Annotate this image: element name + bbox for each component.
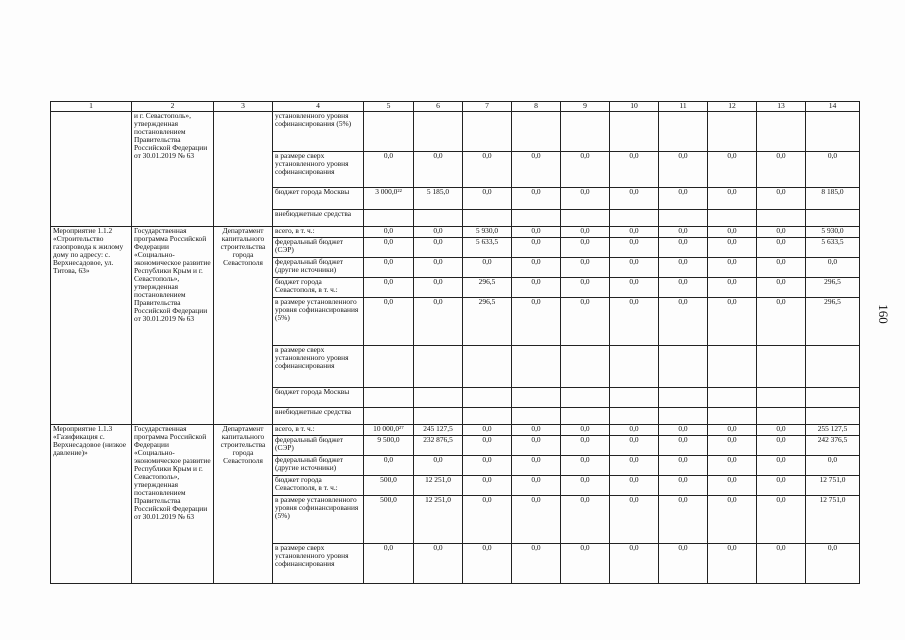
funding-value: 0,0: [610, 278, 659, 298]
funding-source-label: федеральный бюджет (другие источники): [273, 258, 364, 278]
funding-value: 0,0: [708, 425, 757, 436]
funding-value: [708, 346, 757, 388]
funding-value: 0,0: [463, 456, 512, 476]
funding-value: 0,0: [561, 258, 610, 278]
executor-name: [214, 112, 273, 227]
funding-value: 0,0: [414, 152, 463, 188]
column-number: 8: [512, 102, 561, 112]
funding-value: [463, 408, 512, 425]
funding-value: [806, 408, 860, 425]
funding-value: [610, 346, 659, 388]
funding-value: [414, 408, 463, 425]
funding-value: 0,0: [610, 544, 659, 584]
funding-value: 0,0: [757, 298, 806, 346]
funding-value: [806, 210, 860, 227]
funding-value: 0,0: [561, 456, 610, 476]
column-number-row: [51, 102, 860, 112]
funding-value: 8 185,0: [806, 188, 860, 210]
funding-source-label: установленного уровня софинансирования (5%): [273, 112, 364, 152]
funding-value: 0,0: [512, 227, 561, 238]
funding-value: 0,0: [806, 456, 860, 476]
funding-value: 0,0: [659, 258, 708, 278]
funding-value: 0,0: [414, 298, 463, 346]
funding-value: 0,0: [364, 298, 414, 346]
funding-value: 0,0: [364, 258, 414, 278]
funding-value: 10 000,0²⁷: [364, 425, 414, 436]
column-number: 14: [806, 102, 860, 112]
funding-value: 5 930,0: [806, 227, 860, 238]
funding-value: 0,0: [561, 496, 610, 544]
funding-value: [757, 388, 806, 408]
funding-value: 0,0: [414, 456, 463, 476]
funding-value: 0,0: [757, 496, 806, 544]
funding-value: 0,0: [512, 476, 561, 496]
funding-value: 0,0: [708, 278, 757, 298]
funding-value: 12 751,0: [806, 476, 860, 496]
funding-value: 0,0: [561, 278, 610, 298]
funding-value: 0,0: [708, 544, 757, 584]
funding-value: 0,0: [561, 238, 610, 258]
funding-value: 12 751,0: [806, 496, 860, 544]
funding-value: 0,0: [512, 456, 561, 476]
funding-source-label: федеральный бюджет (СЭР): [273, 238, 364, 258]
column-number: 11: [659, 102, 708, 112]
funding-value: [806, 388, 860, 408]
funding-value: 500,0: [364, 476, 414, 496]
funding-source-label: федеральный бюджет (СЭР): [273, 436, 364, 456]
funding-value: 5 633,5: [806, 238, 860, 258]
funding-value: 0,0: [659, 278, 708, 298]
funding-value: 0,0: [463, 544, 512, 584]
funding-value: 0,0: [561, 152, 610, 188]
funding-source-label: в размере сверх установленного уровня софинансирования: [273, 346, 364, 388]
funding-value: [806, 346, 860, 388]
funding-value: 0,0: [512, 496, 561, 544]
funding-value: [561, 388, 610, 408]
funding-value: [757, 346, 806, 388]
funding-value: [414, 210, 463, 227]
funding-value: 0,0: [757, 456, 806, 476]
funding-value: 0,0: [757, 238, 806, 258]
funding-source-label: бюджет города Севастополя, в т. ч.:: [273, 476, 364, 496]
funding-value: 0,0: [414, 278, 463, 298]
program-name: Государственная программа Российской Федерации «Социально-экономическое развитие Республики Крым и г. Севастополь», утвержденная постановлением Правительства Российской Федерации от 30.01.2019 № 63: [132, 227, 214, 425]
funding-source-label: бюджет города Москвы: [273, 188, 364, 210]
funding-value: 0,0: [463, 436, 512, 456]
funding-value: 0,0: [757, 544, 806, 584]
table-row: [51, 227, 860, 238]
funding-value: [414, 388, 463, 408]
funding-value: [659, 346, 708, 388]
funding-value: 0,0: [659, 425, 708, 436]
funding-value: 0,0: [463, 425, 512, 436]
funding-source-label: в размере установленного уровня софинансирования (5%): [273, 496, 364, 544]
funding-value: 0,0: [512, 188, 561, 210]
funding-value: 5 185,0: [414, 188, 463, 210]
funding-value: [561, 346, 610, 388]
funding-value: 0,0: [708, 476, 757, 496]
funding-source-label: всего, в т. ч.:: [273, 227, 364, 238]
funding-value: 0,0: [463, 496, 512, 544]
funding-value: 0,0: [610, 456, 659, 476]
column-number: 1: [51, 102, 132, 112]
funding-value: 0,0: [757, 436, 806, 456]
funding-value: 9 500,0: [364, 436, 414, 456]
funding-value: 0,0: [512, 436, 561, 456]
funding-value: 0,0: [561, 227, 610, 238]
column-number: 13: [757, 102, 806, 112]
funding-value: [561, 112, 610, 152]
funding-value: [659, 210, 708, 227]
funding-value: [512, 210, 561, 227]
event-name: Мероприятие 1.1.3 «Газификация с. Верхнесадовое (низкое давление)»: [51, 425, 132, 584]
column-number: 12: [708, 102, 757, 112]
funding-source-label: внебюджетные средства: [273, 210, 364, 227]
funding-value: 0,0: [659, 436, 708, 456]
funding-source-label: бюджет города Москвы: [273, 388, 364, 408]
funding-value: 500,0: [364, 496, 414, 544]
funding-value: 0,0: [561, 476, 610, 496]
funding-value: 0,0: [708, 496, 757, 544]
funding-value: [414, 112, 463, 152]
budget-table: [50, 101, 860, 584]
funding-value: [414, 346, 463, 388]
funding-value: 0,0: [414, 544, 463, 584]
funding-value: 296,5: [806, 298, 860, 346]
funding-value: 0,0: [659, 152, 708, 188]
funding-value: 0,0: [610, 476, 659, 496]
funding-value: 0,0: [659, 188, 708, 210]
funding-value: 245 127,5: [414, 425, 463, 436]
funding-value: 0,0: [806, 258, 860, 278]
funding-value: 232 876,5: [414, 436, 463, 456]
funding-value: 0,0: [610, 425, 659, 436]
funding-value: [463, 388, 512, 408]
funding-value: 12 251,0: [414, 496, 463, 544]
funding-value: [364, 408, 414, 425]
funding-value: [512, 388, 561, 408]
funding-value: 0,0: [610, 188, 659, 210]
column-number: 5: [364, 102, 414, 112]
funding-value: 0,0: [610, 496, 659, 544]
funding-value: 0,0: [708, 298, 757, 346]
column-number: 9: [561, 102, 610, 112]
funding-source-label: федеральный бюджет (другие источники): [273, 456, 364, 476]
funding-source-label: внебюджетные средства: [273, 408, 364, 425]
funding-value: 0,0: [610, 298, 659, 346]
funding-value: 0,0: [463, 258, 512, 278]
funding-value: [610, 388, 659, 408]
funding-value: 0,0: [561, 188, 610, 210]
funding-value: [659, 388, 708, 408]
funding-value: 0,0: [757, 425, 806, 436]
funding-value: 0,0: [659, 238, 708, 258]
funding-value: 3 000,0²²: [364, 188, 414, 210]
funding-value: 12 251,0: [414, 476, 463, 496]
funding-value: [757, 112, 806, 152]
funding-value: [512, 346, 561, 388]
column-number: 10: [610, 102, 659, 112]
funding-value: 0,0: [414, 238, 463, 258]
funding-value: [512, 112, 561, 152]
funding-value: 0,0: [708, 436, 757, 456]
funding-value: 0,0: [610, 238, 659, 258]
funding-value: 0,0: [414, 258, 463, 278]
funding-value: 0,0: [659, 227, 708, 238]
funding-value: [561, 210, 610, 227]
funding-value: 0,0: [659, 476, 708, 496]
funding-value: [610, 210, 659, 227]
funding-value: 296,5: [806, 278, 860, 298]
funding-value: [659, 112, 708, 152]
funding-value: 0,0: [364, 227, 414, 238]
funding-value: 0,0: [512, 544, 561, 584]
funding-value: 0,0: [708, 227, 757, 238]
funding-value: 0,0: [463, 188, 512, 210]
funding-value: [364, 210, 414, 227]
funding-value: [463, 346, 512, 388]
funding-value: 296,5: [463, 278, 512, 298]
column-number: 7: [463, 102, 512, 112]
funding-value: 296,5: [463, 298, 512, 346]
funding-value: 0,0: [610, 436, 659, 456]
funding-value: [806, 112, 860, 152]
funding-value: 0,0: [757, 188, 806, 210]
funding-value: [610, 112, 659, 152]
funding-value: 0,0: [659, 496, 708, 544]
funding-value: 0,0: [659, 544, 708, 584]
column-number: 3: [214, 102, 273, 112]
column-number: 2: [132, 102, 214, 112]
funding-value: 0,0: [512, 425, 561, 436]
funding-value: [708, 388, 757, 408]
funding-value: 0,0: [561, 544, 610, 584]
funding-source-label: в размере установленного уровня софинансирования (5%): [273, 298, 364, 346]
funding-value: 0,0: [610, 227, 659, 238]
event-name: [51, 112, 132, 227]
funding-value: 0,0: [364, 152, 414, 188]
funding-value: 0,0: [561, 298, 610, 346]
column-number: 6: [414, 102, 463, 112]
funding-value: 0,0: [757, 278, 806, 298]
funding-value: 0,0: [463, 476, 512, 496]
funding-value: 0,0: [364, 278, 414, 298]
funding-value: 0,0: [512, 152, 561, 188]
funding-value: 0,0: [610, 152, 659, 188]
column-number: 4: [273, 102, 364, 112]
funding-value: [708, 112, 757, 152]
funding-value: 0,0: [659, 298, 708, 346]
funding-value: 0,0: [463, 152, 512, 188]
funding-value: 0,0: [512, 258, 561, 278]
funding-value: 0,0: [708, 238, 757, 258]
funding-value: 0,0: [806, 544, 860, 584]
event-name: Мероприятие 1.1.2 «Строительство газопровода к жилому дому по адресу: с. Верхнесадовое, ул. Титова, 63»: [51, 227, 132, 425]
funding-value: 0,0: [561, 436, 610, 456]
funding-value: 0,0: [708, 188, 757, 210]
funding-source-label: всего, в т. ч.:: [273, 425, 364, 436]
funding-value: 0,0: [610, 258, 659, 278]
funding-value: 0,0: [708, 456, 757, 476]
funding-value: [512, 408, 561, 425]
funding-value: 0,0: [659, 456, 708, 476]
page-number: 160: [875, 304, 891, 324]
funding-value: 242 376,5: [806, 436, 860, 456]
funding-value: [708, 408, 757, 425]
funding-value: 0,0: [512, 238, 561, 258]
funding-value: 5 633,5: [463, 238, 512, 258]
funding-source-label: бюджет города Севастополя, в т. ч.:: [273, 278, 364, 298]
funding-value: [364, 112, 414, 152]
funding-value: [659, 408, 708, 425]
funding-value: 0,0: [757, 258, 806, 278]
funding-value: 0,0: [757, 152, 806, 188]
funding-value: 0,0: [561, 425, 610, 436]
funding-value: 0,0: [757, 227, 806, 238]
funding-value: [757, 210, 806, 227]
funding-value: [708, 210, 757, 227]
funding-value: 0,0: [364, 238, 414, 258]
funding-value: 0,0: [708, 152, 757, 188]
funding-value: [757, 408, 806, 425]
funding-value: 0,0: [364, 456, 414, 476]
funding-value: [463, 112, 512, 152]
table-row: [51, 425, 860, 436]
program-name: Государственная программа Российской Федерации «Социально-экономическое развитие Республики Крым и г. Севастополь», утвержденная постановлением Правительства Российской Федерации от 30.01.2019 № 63: [132, 425, 214, 584]
funding-value: 5 930,0: [463, 227, 512, 238]
funding-value: [610, 408, 659, 425]
funding-value: 0,0: [806, 152, 860, 188]
funding-value: 0,0: [512, 278, 561, 298]
funding-value: 0,0: [757, 476, 806, 496]
funding-value: [463, 210, 512, 227]
table-row: [51, 112, 860, 152]
funding-source-label: в размере сверх установленного уровня софинансирования: [273, 544, 364, 584]
funding-source-label: в размере сверх установленного уровня софинансирования: [273, 152, 364, 188]
executor-name: Департамент капитального строительства города Севастополя: [214, 425, 273, 584]
funding-value: [364, 388, 414, 408]
program-name: и г. Севастополь», утвержденная постановлением Правительства Российской Федерации от 30.01.2019 № 63: [132, 112, 214, 227]
funding-value: 255 127,5: [806, 425, 860, 436]
funding-value: 0,0: [708, 258, 757, 278]
funding-value: [561, 408, 610, 425]
funding-value: 0,0: [512, 298, 561, 346]
funding-value: 0,0: [414, 227, 463, 238]
executor-name: Департамент капитального строительства города Севастополя: [214, 227, 273, 425]
funding-value: 0,0: [364, 544, 414, 584]
funding-value: [364, 346, 414, 388]
